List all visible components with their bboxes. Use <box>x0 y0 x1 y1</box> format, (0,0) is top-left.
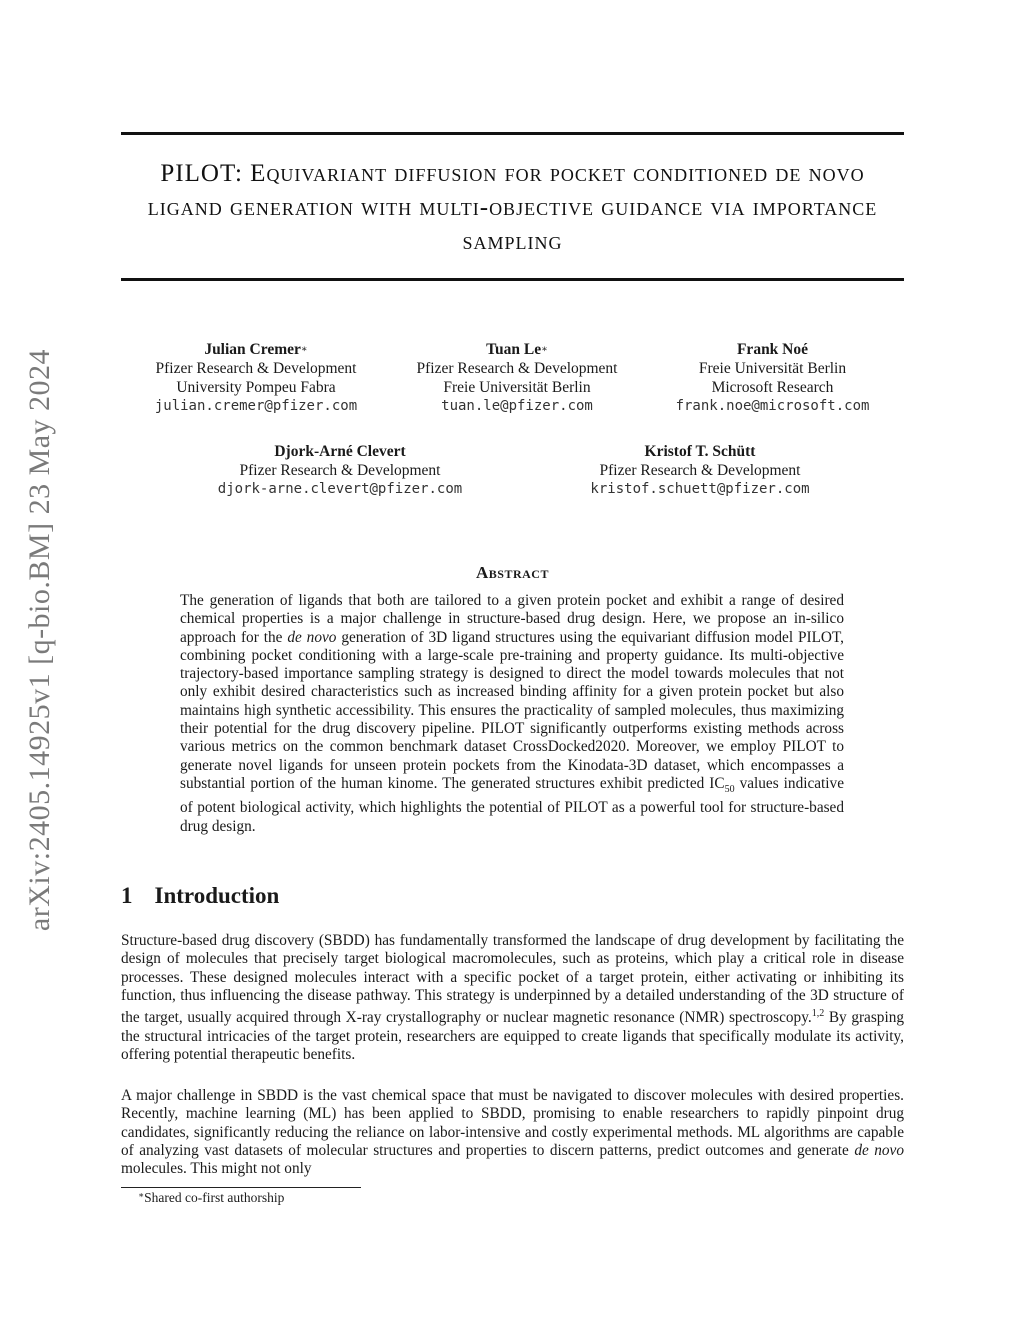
author-email[interactable]: julian.cremer@pfizer.com <box>154 398 358 414</box>
title-rule-top <box>121 132 904 135</box>
author-block <box>180 442 500 499</box>
footnote: ∗Shared co-first authorship <box>138 1190 285 1205</box>
author-email[interactable]: djork-arne.clevert@pfizer.com <box>217 481 463 497</box>
author-affiliation: University Pompeu Fabra <box>176 379 336 396</box>
author-name: Frank Noé <box>736 341 809 358</box>
author-block <box>650 340 895 416</box>
paragraph: A major challenge in SBDD is the vast chemical space that must be navigated to discover molecules with desired properties. Recently, machine learning (ML) has been applied to SBDD, promising to enable researchers to rapidly pinpoint drug candidates, significantly reducing the reliance on labor-intensive and costly experimental methods. ML algorithms are capable of analyzing vast datasets of molecular structures and properties to discern patterns, predict outcomes and generate de novo molecules. This might not only <box>121 1087 904 1178</box>
citation[interactable]: 1,2 <box>811 1008 825 1020</box>
author-block <box>131 340 381 416</box>
title-rule-bottom <box>121 278 904 281</box>
section-heading: 1 Introduction <box>121 883 280 908</box>
author-affiliation: Pfizer Research & Development <box>416 360 618 377</box>
author-affiliation: Freie Universität Berlin <box>698 360 847 377</box>
author-name: Kristof T. Schütt <box>644 443 756 460</box>
author-block <box>545 442 855 499</box>
abstract-text: The generation of ligands that both are tailored to a given protein pocket and exhibit a range of desired chemical properties is a major challenge in structure-based drug design. Here, we propose an in-silico approach for the de novo generation of 3D ligand structures using the equivariant diffusion model PILOT, combining pocket conditioning with a large-scale pre-training and property guidance. Its multi-objective trajectory-based importance sampling strategy is designed to direct the model towards molecules that not only exhibit desired characteristics such as increased binding affinity for a given protein pocket but also maintains high synthetic accessibility. This ensures the practicality of sampled molecules, thus maximizing their potential for the drug discovery pipeline. PILOT significantly outperforms existing methods across various metrics on the common benchmark dataset CrossDocked2020. Moreover, we employ PILOT to generate novel ligands for unseen protein pockets from the Kinodata-3D dataset, which encompasses a substantial portion of the human kinome. The generated structures exhibit predicted $IC_{50}$ values indicative of potent biological activity, which highlights the potential of PILOT as a powerful tool for structure-based drug design. <box>180 592 845 835</box>
author-affiliation: Pfizer Research & Development <box>239 462 441 479</box>
footnote-rule <box>121 1187 361 1188</box>
abstract-heading: Abstract <box>476 563 549 582</box>
author-name: Djork-Arné Clevert <box>274 443 406 460</box>
author-affiliation: Freie Universität Berlin <box>443 379 591 396</box>
paragraph: Structure-based drug discovery (SBDD) has fundamentally transformed the landscape of drug development by facilitating the design of molecules that precisely target biological macromolecules, such as proteins, which play a critical role in disease processes. These designed molecules interact with a specific pocket of a target protein, either activating or inhibiting its function, thus influencing the disease pathway. This strategy is underpinned by a detailed understanding of the 3D structure of the target, usually acquired through X-ray crystallography or nuclear magnetic resonance (NMR) spectroscopy.$^{1,2}$ By grasping the structural intricacies of the target protein, researchers are equipped to create ligands that specifically modulate its activity, offering potential therapeutic benefits. <box>121 932 904 1063</box>
author-email[interactable]: frank.noe@microsoft.com <box>675 398 870 414</box>
author-block <box>392 340 642 416</box>
author-email[interactable]: kristof.schuett@pfizer.com <box>590 481 810 497</box>
arxiv-stamp <box>10 320 70 960</box>
paper-title: PILOT: Equivariant diffusion for pocket conditioned de novo ligand generation with multi-objective guidance via importance sampling <box>147 160 878 255</box>
author-name: Julian Cremer∗ <box>204 341 308 358</box>
author-affiliation: Pfizer Research & Development <box>599 462 801 479</box>
author-affiliation: Pfizer Research & Development <box>155 360 357 377</box>
author-name: Tuan Le∗ <box>486 341 548 358</box>
author-affiliation: Microsoft Research <box>711 379 834 396</box>
arxiv-id: arXiv:2405.14925v1 [q-bio.BM] 23 May 2024 <box>23 348 56 932</box>
author-email[interactable]: tuan.le@pfizer.com <box>441 398 593 414</box>
